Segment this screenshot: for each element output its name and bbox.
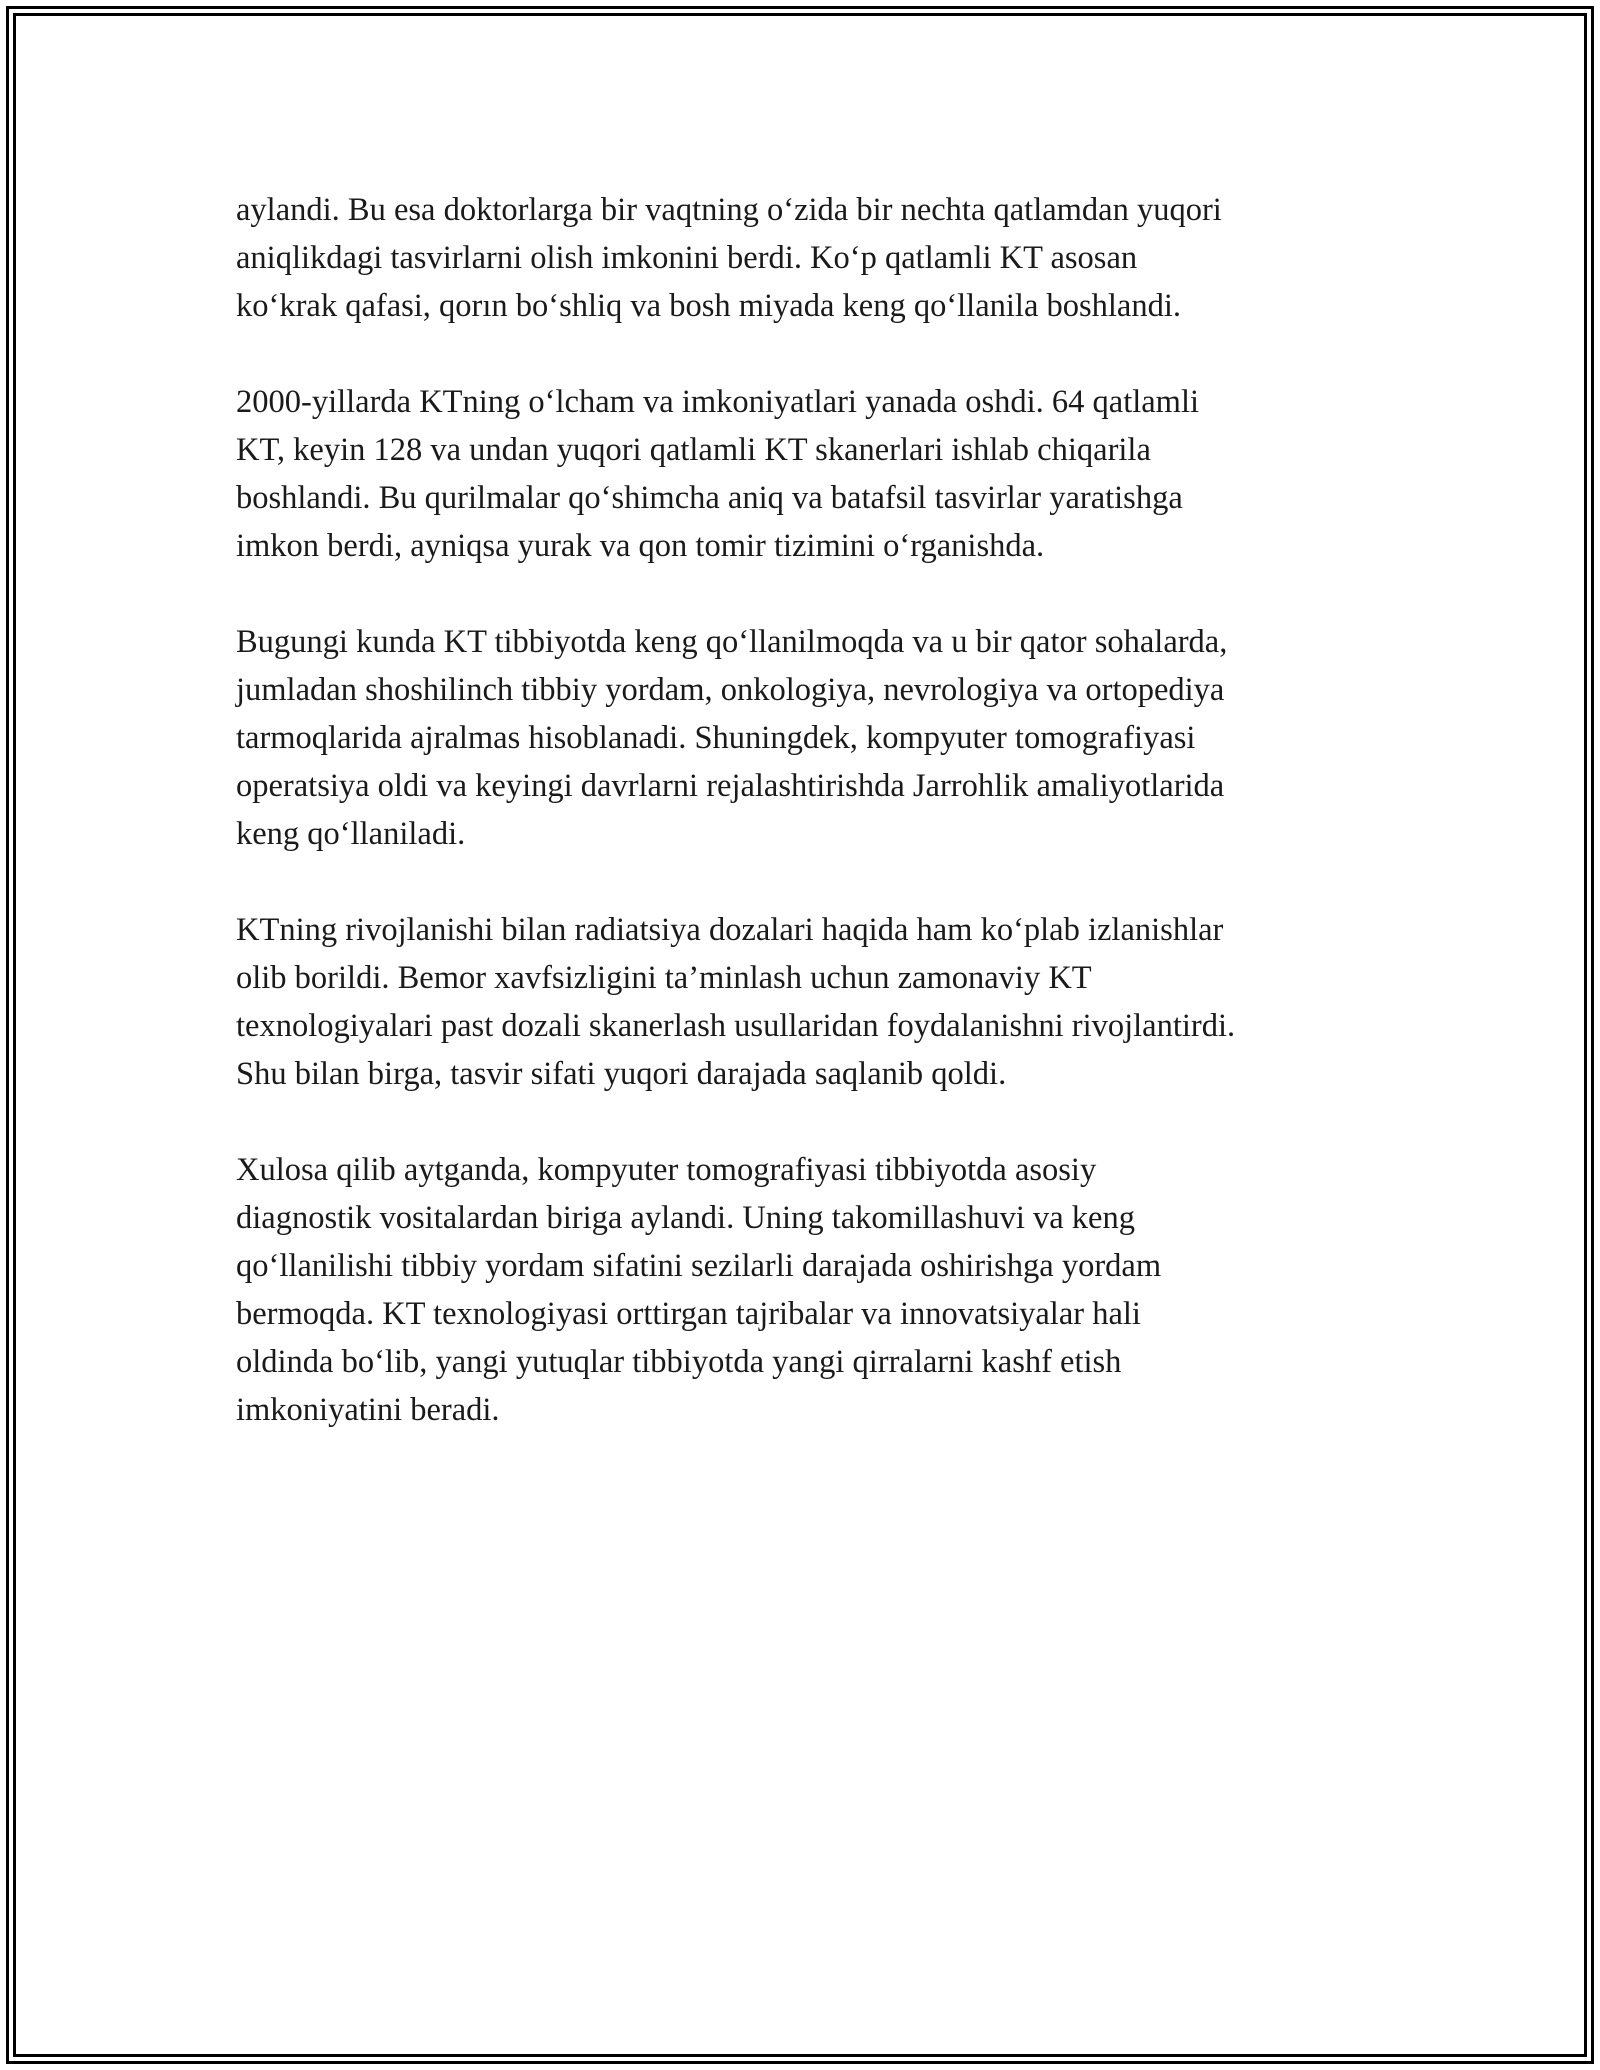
text-line: olib borildi. Bemor xavfsizligini ta’minlash uchun zamonaviy KT (236, 960, 1092, 996)
text-line: keng qo‘llaniladi. (236, 816, 466, 852)
text-line: ko‘krak qafasi, qorın bo‘shliq va bosh miyada keng qo‘llanila boshlandi. (236, 288, 1182, 324)
paragraph-multislice-ct (236, 186, 1366, 330)
text-line: boshlandi. Bu qurilmalar qo‘shimcha aniq va batafsil tasvirlar yaratishga (236, 480, 1183, 516)
document-body (236, 186, 1366, 1482)
text-line: Bugungi kunda KT tibbiyotda keng qo‘llanilmoqda va u bir qator sohalarda, (236, 624, 1228, 660)
text-line: aylandi. Bu esa doktorlarga bir vaqtning o‘zida bir nechta qatlamdan yuqori (236, 192, 1222, 228)
text-line: bermoqda. KT texnologiyasi orttirgan tajribalar va innovatsiyalar hali (236, 1296, 1141, 1332)
text-line: operatsiya oldi va keyingi davrlarni rejalashtirishda Jarrohlik amaliyotlarida (236, 768, 1225, 804)
paragraph-today (236, 618, 1366, 858)
text-line: 2000-yillarda KTning o‘lcham va imkoniyatlari yanada oshdi. 64 qatlamli (236, 384, 1200, 420)
text-line: texnologiyalari past dozali skanerlash usullaridan foydalanishni rivojlantirdi. (236, 1008, 1236, 1044)
text-line: imkon berdi, ayniqsa yurak va qon tomir tizimini o‘rganishda. (236, 528, 1045, 564)
text-line: oldinda bo‘lib, yangi yutuqlar tibbiyotda yangi qirralarni kashf etish (236, 1344, 1122, 1380)
text-line: jumladan shoshilinch tibbiy yordam, onkologiya, nevrologiya va ortopediya (236, 672, 1225, 708)
text-line: diagnostik vositalardan biriga aylandi. Uning takomillashuvi va keng (236, 1200, 1135, 1236)
text-line: KT, keyin 128 va undan yuqori qatlamli KT skanerlari ishlab chiqarila (236, 432, 1151, 468)
paragraph-radiation (236, 906, 1366, 1098)
text-line: Xulosa qilib aytganda, kompyuter tomografiyasi tibbiyotda asosiy (236, 1152, 1097, 1188)
text-line: KTning rivojlanishi bilan radiatsiya dozalari haqida ham ko‘plab izlanishlar (236, 912, 1224, 948)
text-line: qo‘llanilishi tibbiy yordam sifatini sezilarli darajada oshirishga yordam (236, 1248, 1162, 1284)
text-line: aniqlikdagi tasvirlarni olish imkonini berdi. Ko‘p qatlamli KT asosan (236, 240, 1138, 276)
paragraph-2000s (236, 378, 1366, 570)
text-line: tarmoqlarida ajralmas hisoblanadi. Shuningdek, kompyuter tomografiyasi (236, 720, 1196, 756)
paragraph-conclusion (236, 1146, 1366, 1434)
text-line: Shu bilan birga, tasvir sifati yuqori darajada saqlanib qoldi. (236, 1056, 1007, 1092)
text-line: imkoniyatini beradi. (236, 1392, 500, 1428)
